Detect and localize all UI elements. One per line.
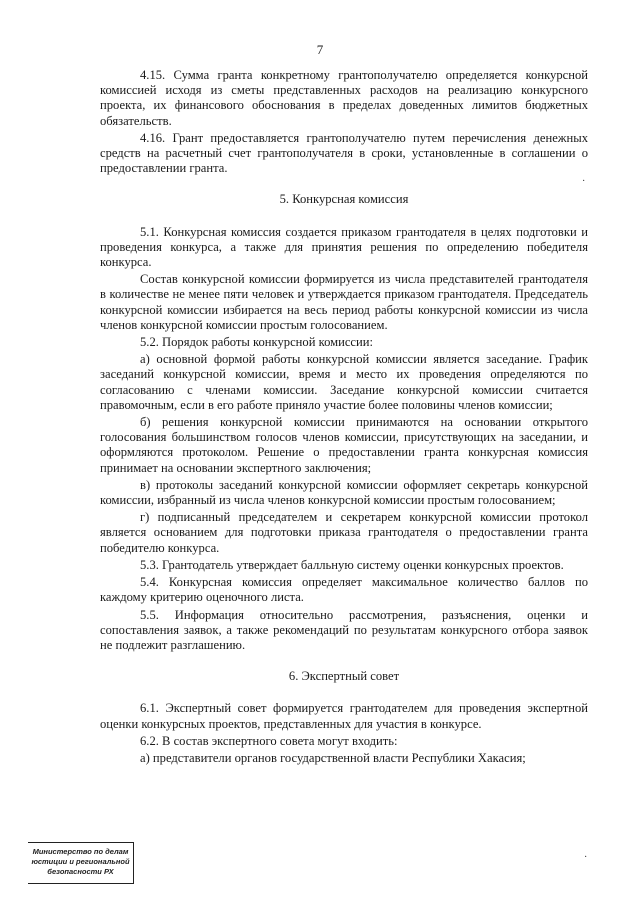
- paragraph-5-4: 5.4. Конкурсная комиссия определяет максимальное количество баллов по каждому критерию оценочного листа.: [100, 575, 588, 605]
- paragraph-commission-composition: Состав конкурсной комиссии формируется из числа представителей грантодателя в количестве не менее пяти человек и утверждается приказом грантодателя. Председатель конкурсной комиссии избирается на весь период работы конкурсной комиссии из числа членов конкурсной комиссии простым голосованием.: [100, 272, 588, 332]
- paragraph-5-2-v: в) протоколы заседаний конкурсной комиссии оформляет секретарь конкурсной комиссии, избранный из числа членов конкурсной комиссии простым голосованием;: [100, 477, 588, 508]
- paragraph-5-2: 5.2. Порядок работы конкурсной комиссии:: [140, 335, 373, 350]
- paragraph-5-2-b: б) решения конкурсной комиссии принимаются на основании открытого голосования большинством голосов членов комиссии, присутствующих на заседании, и оформляются протоколом. Решение о предоставлении гранта конкурсная комиссия принимает на основании экспертного заключения;: [100, 415, 588, 475]
- paragraph-5-1: 5.1. Конкурсная комиссия создается приказом грантодателя в целях подготовки и проведения конкурса, а также для принятия решения по определению победителя конкурса.: [100, 224, 588, 270]
- scan-mark: ·: [582, 176, 586, 187]
- document-body: [100, 68, 588, 768]
- section-6-heading: 6. Экспертный совет: [288, 669, 400, 684]
- paragraph-6-2: 6.2. В состав экспертного совета могут входить:: [140, 733, 398, 748]
- stamp-line: Министерство по делам: [32, 847, 129, 856]
- paragraph-6-2-a: а) представители органов государственной власти Республики Хакасия;: [140, 750, 526, 765]
- ministry-stamp: [28, 842, 134, 884]
- paragraph-5-3: 5.3. Грантодатель утверждает балльную систему оценки конкурсных проектов.: [140, 557, 564, 572]
- paragraph-5-2-a: а) основной формой работы конкурсной комиссии является заседание. График заседаний конкурсной комиссии, время и место их проведения определяются по согласованию с членами комиссии. Заседание конкурсной комиссии считается правомочным, если в его работе приняло участие более половины членов комиссии;: [100, 352, 588, 412]
- paragraph-4-16: 4.16. Грант предоставляется грантополучателю путем перечисления денежных средств на расчетный счет грантополучателя в сроки, установленные в соглашении о предоставлении гранта.: [100, 130, 588, 176]
- scan-mark: ·: [584, 852, 588, 863]
- stamp-line: безопасности РХ: [47, 867, 114, 876]
- section-5-heading: 5. Конкурсная комиссия: [279, 192, 409, 207]
- paragraph-4-15: 4.15. Сумма гранта конкретному грантополучателю определяется конкурсной комиссией исходя из сметы представленных расходов на реализацию конкурсного проекта, их финансового обоснования в пределах доведенных лимитов бюджетных обязательств.: [100, 68, 588, 128]
- page-number: 7: [316, 42, 324, 57]
- paragraph-6-1: 6.1. Экспертный совет формируется грантодателем для проведения экспертной оценки конкурсных проектов, представленных для участия в конкурсе.: [100, 701, 588, 731]
- paragraph-5-2-g: г) подписанный председателем и секретарем конкурсной комиссии протокол является основанием для подготовки приказа грантодателя о предоставлении гранта победителю конкурса.: [100, 510, 588, 555]
- paragraph-5-5: 5.5. Информация относительно рассмотрения, разъяснения, оценки и сопоставления заявок, а также рекомендаций по результатам конкурсного отбора заявок не подлежит разглашению.: [100, 607, 588, 652]
- stamp-line: юстиции и региональной: [31, 857, 130, 866]
